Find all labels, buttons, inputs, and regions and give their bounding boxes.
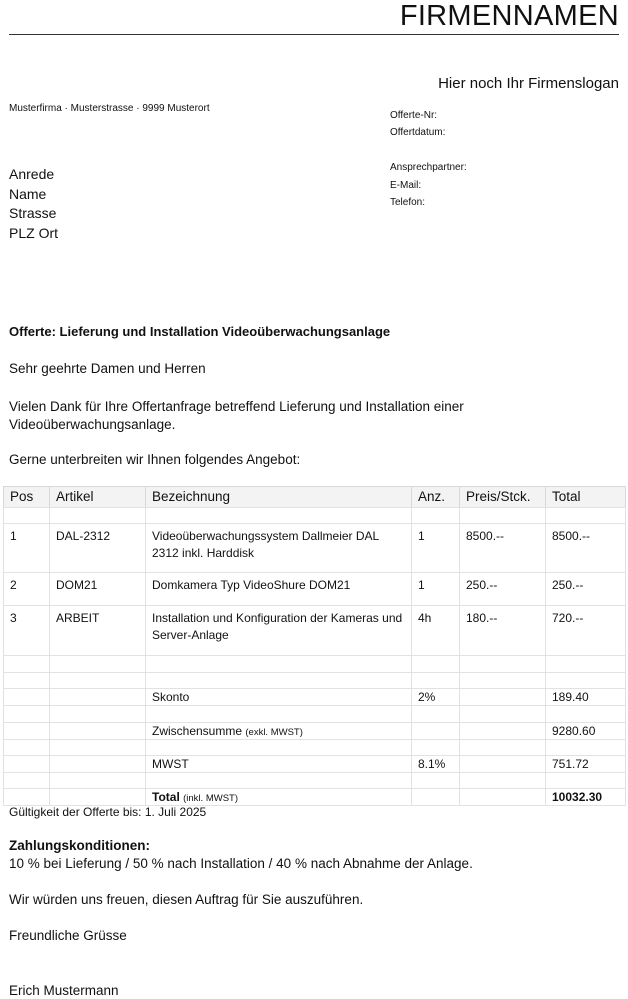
offer-number-label: Offerte-Nr:	[390, 110, 438, 121]
item-pos: 1	[3, 524, 49, 572]
contact-person-label: Ansprechpartner:	[390, 162, 467, 173]
item-qty: 1	[411, 524, 459, 572]
item-total: 8500.--	[545, 524, 626, 572]
header-pos: Pos	[3, 487, 49, 507]
total-row	[3, 788, 626, 806]
email-label: E-Mail:	[390, 180, 422, 191]
item-article: DOM21	[49, 573, 145, 605]
table-spacer-row	[3, 655, 626, 672]
letter-lead: Gerne unterbreiten wir Ihnen folgendes Angebot:	[9, 452, 301, 467]
recipient-name: Name	[9, 186, 47, 202]
header-rule	[9, 34, 619, 35]
subtotal-label: Zwischensumme (exkl. MWST)	[145, 723, 411, 739]
item-price: 250.--	[459, 573, 545, 605]
item-total: 250.--	[545, 573, 626, 605]
table-spacer-row	[3, 672, 626, 688]
subtotal-note: (exkl. MWST)	[245, 727, 303, 738]
table-spacer-row	[3, 739, 626, 755]
table-row	[3, 523, 626, 572]
letter-closing: Wir würden uns freuen, diesen Auftrag für Sie auszuführen.	[9, 892, 364, 907]
table-spacer-row	[3, 507, 626, 523]
signature-name: Erich Mustermann	[9, 983, 119, 998]
header-description: Bezeichnung	[145, 487, 411, 507]
discount-value: 189.40	[545, 689, 626, 705]
discount-rate: 2%	[411, 689, 459, 705]
item-description: Installation und Konfiguration der Kameras und Server-Anlage	[145, 606, 411, 655]
offer-table	[3, 486, 626, 806]
total-value: 10032.30	[545, 789, 626, 805]
payment-terms-title: Zahlungskonditionen:	[9, 838, 150, 853]
vat-label: MWST	[145, 756, 411, 772]
recipient-city: PLZ Ort	[9, 225, 59, 241]
item-qty: 4h	[411, 606, 459, 655]
header-total: Total	[545, 487, 626, 507]
total-note: (inkl. MWST)	[183, 793, 239, 804]
table-row	[3, 572, 626, 605]
item-pos: 2	[3, 573, 49, 605]
item-description: Domkamera Typ VideoShure DOM21	[145, 573, 411, 605]
phone-label: Telefon:	[390, 197, 426, 208]
item-pos: 3	[3, 606, 49, 655]
header-article: Artikel	[49, 487, 145, 507]
item-article: ARBEIT	[49, 606, 145, 655]
item-price: 180.--	[459, 606, 545, 655]
recipient-salutation: Anrede	[9, 166, 55, 182]
item-article: DAL-2312	[49, 524, 145, 572]
vat-row	[3, 755, 626, 772]
subtotal-row	[3, 722, 626, 739]
item-total: 720.--	[545, 606, 626, 655]
table-spacer-row	[3, 772, 626, 788]
discount-row	[3, 688, 626, 705]
company-name: FIRMENNAMEN	[399, 0, 619, 32]
recipient-street: Strasse	[9, 205, 57, 221]
letter-subject: Offerte: Lieferung und Installation Videoüberwachungsanlage	[9, 324, 391, 339]
payment-terms-text: 10 % bei Lieferung / 50 % nach Installation / 40 % nach Abnahme der Anlage.	[9, 856, 473, 871]
table-spacer-row	[3, 705, 626, 722]
vat-rate: 8.1%	[411, 756, 459, 772]
sender-address-line: Musterfirma · Musterstrasse · 9999 Musterort	[9, 103, 210, 114]
table-row	[3, 605, 626, 655]
subtotal-value: 9280.60	[545, 723, 626, 739]
discount-label: Skonto	[145, 689, 411, 705]
offer-validity: Gültigkeit der Offerte bis: 1. Juli 2025	[9, 805, 207, 819]
letter-intro: Vielen Dank für Ihre Offertanfrage betreffend Lieferung und Installation einer Videoüberwachungsanlage.	[9, 399, 464, 432]
header-qty: Anz.	[411, 487, 459, 507]
table-header-row	[3, 486, 626, 507]
header-price: Preis/Stck.	[459, 487, 545, 507]
offer-date-label: Offertdatum:	[390, 127, 446, 138]
letter-greeting: Sehr geehrte Damen und Herren	[9, 361, 206, 376]
item-qty: 1	[411, 573, 459, 605]
vat-value: 751.72	[545, 756, 626, 772]
item-price: 8500.--	[459, 524, 545, 572]
total-label: Total (inkl. MWST)	[145, 789, 411, 805]
item-description: Videoüberwachungssystem Dallmeier DAL 2312 inkl. Harddisk	[145, 524, 411, 572]
company-slogan: Hier noch Ihr Firmenslogan	[438, 75, 619, 92]
letter-regards: Freundliche Grüsse	[9, 928, 127, 943]
